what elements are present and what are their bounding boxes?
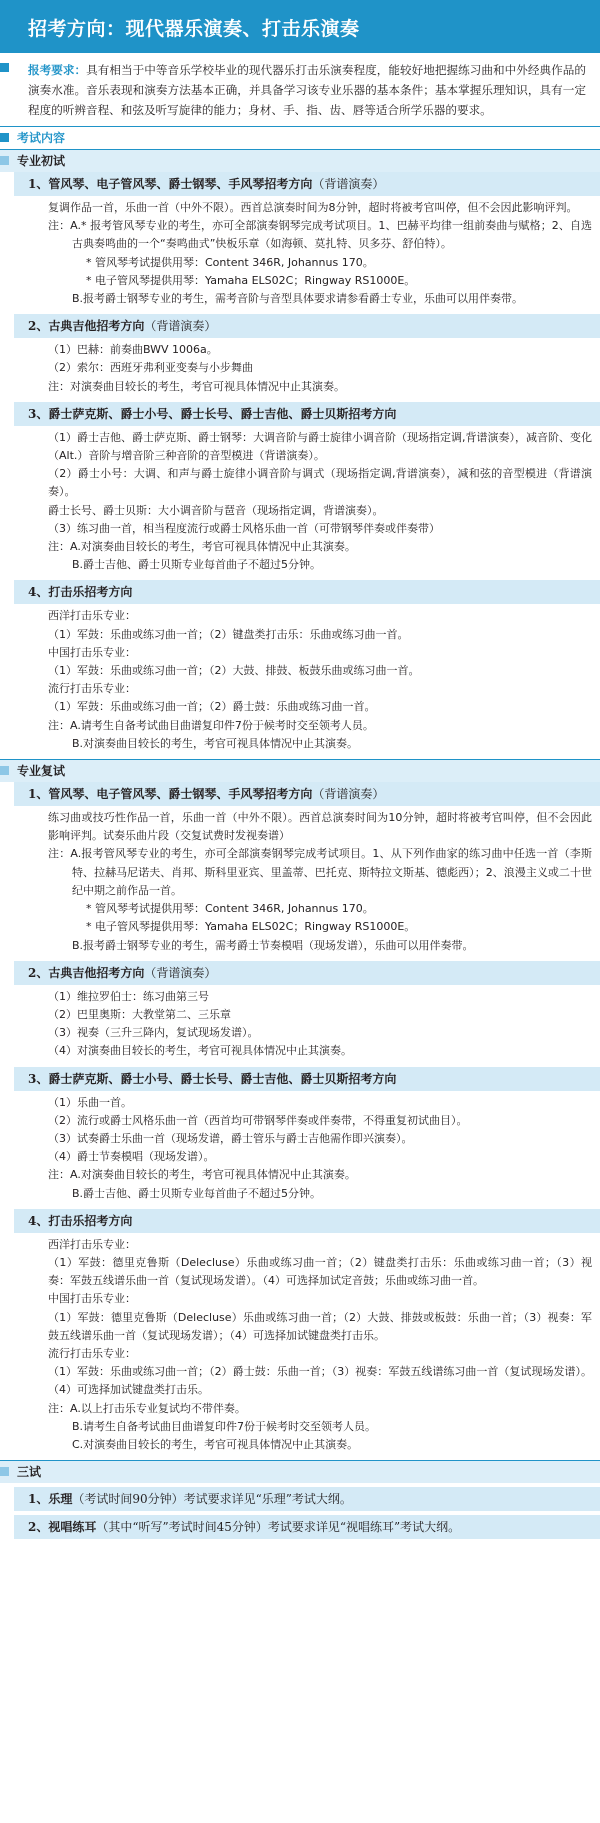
- body-line: （4）对演奏曲目较长的考生，考官可视具体情况中止其演奏。: [48, 1044, 352, 1058]
- square-bullet-icon: [0, 63, 9, 72]
- square-bullet-icon: [0, 133, 9, 142]
- second-s1-heading: [14, 782, 600, 806]
- note-line: B.爵士吉他、爵士贝斯专业每首曲子不超过5分钟。: [72, 558, 322, 572]
- third-item-music-theory: [14, 1487, 600, 1511]
- first-s2-body: [0, 338, 600, 402]
- section-sub: （背谱演奏）: [144, 319, 217, 334]
- requirement-text: 具有相当于中等音乐学校毕业的现代器乐打击乐演奏程度，能较好地把握练习曲和中外经典作品的演奏水准。音乐表现和演奏方法基本正确，并具备学习该专业乐器的基本条件；基本掌握乐理知识，具有一定程度的听辨音程、和弦及听写旋律的能力；身材、手、指、齿、唇等适合所学乐器的要求。: [28, 63, 586, 117]
- first-s3-section: [0, 402, 600, 581]
- body-line: 西洋打击乐专业：: [48, 1237, 136, 1251]
- second-s3-heading: [14, 1067, 600, 1091]
- first-s3-heading: [14, 402, 600, 426]
- section-sub: （背谱演奏）: [144, 965, 217, 980]
- square-bullet-icon: [0, 156, 9, 165]
- section-head: 2、古典吉他招考方向: [28, 965, 145, 980]
- second-s1-section: [0, 782, 600, 961]
- second-s1-body: [0, 806, 600, 961]
- body-line: （4）爵士节奏模唱（现场发谱）。: [48, 1150, 215, 1164]
- first-round-title: 专业初试: [17, 154, 66, 168]
- section-head: 2、古典吉他招考方向: [28, 319, 145, 334]
- note-line: * 电子管风琴提供用琴：Yamaha ELS02C；Ringway RS1000E。: [86, 273, 416, 287]
- body-line: （2）爵士小号：大调、和声与爵士旋律小调音阶与调式（现场指定调,背谱演奏），减和弦的音型模进（背谱演奏）。: [48, 467, 592, 499]
- body-line: （2）索尔：西班牙弗利亚变奏与小步舞曲: [48, 361, 253, 375]
- item-sub: （其中“听写”考试时间45分钟）考试要求详见“视唱练耳”考试大纲。: [96, 1520, 461, 1535]
- first-s1-section: [0, 172, 600, 314]
- section-sub: （背谱演奏）: [312, 787, 385, 802]
- item-head: 1、乐理: [28, 1492, 73, 1507]
- note-line: 注：A.请考生自备考试曲目曲谱复印件7份于候考时交至领考人员。: [48, 718, 374, 732]
- note-line: 注：A.以上打击乐专业复试均不带伴奏。: [48, 1401, 246, 1415]
- section-head: 3、爵士萨克斯、爵士小号、爵士长号、爵士吉他、爵士贝斯招考方向: [28, 1071, 397, 1086]
- second-round-title: 专业复试: [17, 764, 66, 779]
- section-head: 1、管风琴、电子管风琴、爵士钢琴、手风琴招考方向: [28, 787, 313, 802]
- body-line: （1）维拉罗伯士：练习曲第三号: [48, 989, 209, 1003]
- first-s4-section: [0, 580, 600, 759]
- second-s2-body: [0, 985, 600, 1067]
- square-bullet-icon: [0, 1467, 9, 1476]
- body-line: （1）军鼓：德里克鲁斯（Delecluse）乐曲或练习曲一首；（2）键盘类打击乐：乐曲或练习曲一首；（3）视奏：军鼓五线谱乐曲一首（复试现场发谱）。（4）可选择加试定音鼓；乐曲或练习曲一首。: [48, 1255, 592, 1288]
- first-s1-body: [0, 196, 600, 314]
- body-line: （1）军鼓：乐曲或练习曲一首；（2）键盘类打击乐：乐曲或练习曲一首。: [48, 627, 409, 641]
- body-line: （1）军鼓：乐曲或练习曲一首；（2）爵士鼓：乐曲或练习曲一首。: [48, 700, 376, 714]
- body-line: （1）巴赫：前奏曲BWV 1006a。: [48, 343, 218, 357]
- body-line: （3）视奏（三升三降内，复试现场发谱）。: [48, 1026, 259, 1040]
- note-line: 注：A.对演奏曲目较长的考生，考官可视具体情况中止其演奏。: [48, 1168, 356, 1182]
- body-line: （1）爵士吉他、爵士萨克斯、爵士钢琴：大调音阶与爵士旋律小调音阶（现场指定调,背谱演奏），减音阶、变化（Alt.）音阶与增音阶三种音阶的音型模进（背谱演奏）。: [48, 430, 592, 463]
- second-s4-body: [0, 1233, 600, 1460]
- second-s3-body: [0, 1091, 600, 1209]
- second-round-heading: [0, 759, 600, 782]
- note-line: B.报考爵士钢琴专业的考生，需考音阶与音型具体要求请参看爵士专业，乐曲可以用伴奏带。: [72, 292, 524, 306]
- third-item-solfeggio: [14, 1515, 600, 1539]
- body-line: （1）乐曲一首。: [48, 1095, 132, 1109]
- note-line: B.对演奏曲目较长的考生，考官可视具体情况中止其演奏。: [72, 736, 359, 750]
- square-bullet-icon: [0, 766, 9, 775]
- third-round-title: 三试: [17, 1465, 42, 1480]
- section-head: 4、打击乐招考方向: [28, 585, 133, 600]
- body-line: （2）流行或爵士风格乐曲一首（西首均可带钢琴伴奏或伴奏带，不得重复初试曲目）。: [48, 1113, 468, 1127]
- body-line: （3）试奏爵士乐曲一首（现场发谱，爵士管乐与爵士吉他需作即兴演奏）。: [48, 1131, 413, 1145]
- body-line: 中国打击乐专业：: [48, 1292, 136, 1306]
- body-line: （2）巴里奥斯：大教堂第二、三乐章: [48, 1007, 231, 1021]
- requirement-label: 报考要求：: [28, 63, 87, 77]
- body-line: （1）军鼓：德里克鲁斯（Delecluse）乐曲或练习曲一首；（2）大鼓、排鼓或板鼓：乐曲一首；（3）视奏：军鼓五线谱乐曲一首（复试现场发谱）；（4）可选择加试键盘类打击乐。: [48, 1310, 592, 1342]
- note-line: B.爵士吉他、爵士贝斯专业每首曲子不超过5分钟。: [72, 1186, 322, 1200]
- second-s2-section: [0, 961, 600, 1067]
- section-sub: （背谱演奏）: [312, 177, 385, 191]
- second-s4-section: [0, 1209, 600, 1460]
- first-round-heading: [0, 149, 600, 172]
- first-s4-body: [0, 604, 600, 759]
- note-line: 注：A.报考管风琴专业的考生，亦可全部演奏钢琴完成考试项目。1、从下列作曲家的练习曲中任选一首（李斯特、拉赫马尼诺夫、肖邦、斯科里亚宾、里盖蒂、巴托克、斯特拉文斯基、德彪西）；2、浪漫主义或二十世纪中期之前作品一首。: [48, 847, 592, 897]
- exam-content-heading: [0, 126, 600, 149]
- requirement-block: [0, 53, 600, 120]
- note-line: 注：A.* 报考管风琴专业的考生，亦可全部演奏钢琴完成考试项目。1、巴赫平均律一组前奏曲与赋格；2、自选古典奏鸣曲的一个“奏鸣曲式”快板乐章（如海顿、莫扎特、贝多芬、舒伯特）。: [48, 219, 592, 251]
- note-line: B.报考爵士钢琴专业的考生，需考爵士节奏模唱（现场发谱），乐曲可以用伴奏带。: [72, 938, 474, 952]
- body-line: 中国打击乐专业：: [48, 645, 136, 659]
- body-line: 流行打击乐专业：: [48, 682, 136, 696]
- note-line: 注：对演奏曲目较长的考生，考官可视具体情况中止其演奏。: [48, 379, 345, 393]
- note-line: * 管风琴考试提供用琴：Content 346R, Johannus 170。: [86, 902, 374, 916]
- second-s3-section: [0, 1067, 600, 1209]
- section-head: 3、爵士萨克斯、爵士小号、爵士长号、爵士吉他、爵士贝斯招考方向: [28, 406, 397, 421]
- first-s2-heading: [14, 314, 600, 338]
- third-round-heading: [0, 1460, 600, 1483]
- first-s2-section: [0, 314, 600, 402]
- section-head: 4、打击乐招考方向: [28, 1213, 133, 1228]
- first-s4-heading: [14, 580, 600, 604]
- note-line: 注：A.对演奏曲目较长的考生，考官可视具体情况中止其演奏。: [48, 540, 356, 554]
- first-s1-heading: [14, 172, 600, 196]
- page-title: 招考方向：现代器乐演奏、打击乐演奏: [0, 0, 600, 53]
- second-s4-heading: [14, 1209, 600, 1233]
- body-line: 西洋打击乐专业：: [48, 609, 136, 623]
- section-head: 1、管风琴、电子管风琴、爵士钢琴、手风琴招考方向: [28, 177, 313, 191]
- note-line: * 管风琴考试提供用琴：Content 346R, Johannus 170。: [86, 255, 374, 269]
- note-line: B.请考生自备考试曲目曲谱复印件7份于候考时交至领考人员。: [72, 1419, 377, 1433]
- item-sub: （考试时间90分钟）考试要求详见“乐理”考试大纲。: [72, 1492, 352, 1507]
- second-s2-heading: [14, 961, 600, 985]
- body-line: （1）军鼓：乐曲或练习曲一首；（2）大鼓、排鼓、板鼓乐曲或练习曲一首。: [48, 664, 420, 678]
- body-line: （1）军鼓：乐曲或练习曲一首；（2）爵士鼓：乐曲一首；（3）视奏：军鼓五线谱练习曲一首（复试现场发谱）。（4）可选择加试键盘类打击乐。: [48, 1365, 592, 1397]
- item-head: 2、视唱练耳: [28, 1520, 97, 1535]
- body-line: 练习曲或技巧性作品一首，乐曲一首（中外不限）。西首总演奏时间为10分钟，超时将被考官叫停，但不会因此影响评判。试奏乐曲片段（交复试费时发视奏谱）: [48, 811, 592, 843]
- body-line: 复调作品一首，乐曲一首（中外不限）。西首总演奏时间为8分钟，超时将被考官叫停，但不会因此影响评判。: [48, 201, 578, 214]
- note-line: C.对演奏曲目较长的考生，考官可视具体情况中止其演奏。: [72, 1437, 359, 1451]
- first-s3-body: [0, 426, 600, 581]
- exam-content-label: 考试内容: [17, 131, 66, 145]
- body-line: 爵士长号、爵士贝斯：大小调音阶与琶音（现场指定调，背谱演奏）。: [48, 503, 384, 517]
- note-line: * 电子管风琴提供用琴：Yamaha ELS02C；Ringway RS1000E。: [86, 920, 416, 934]
- body-line: 流行打击乐专业：: [48, 1346, 136, 1360]
- body-line: （3）练习曲一首，相当程度流行或爵士风格乐曲一首（可带钢琴伴奏或伴奏带）: [48, 521, 440, 535]
- requirement-paragraph: [28, 60, 586, 120]
